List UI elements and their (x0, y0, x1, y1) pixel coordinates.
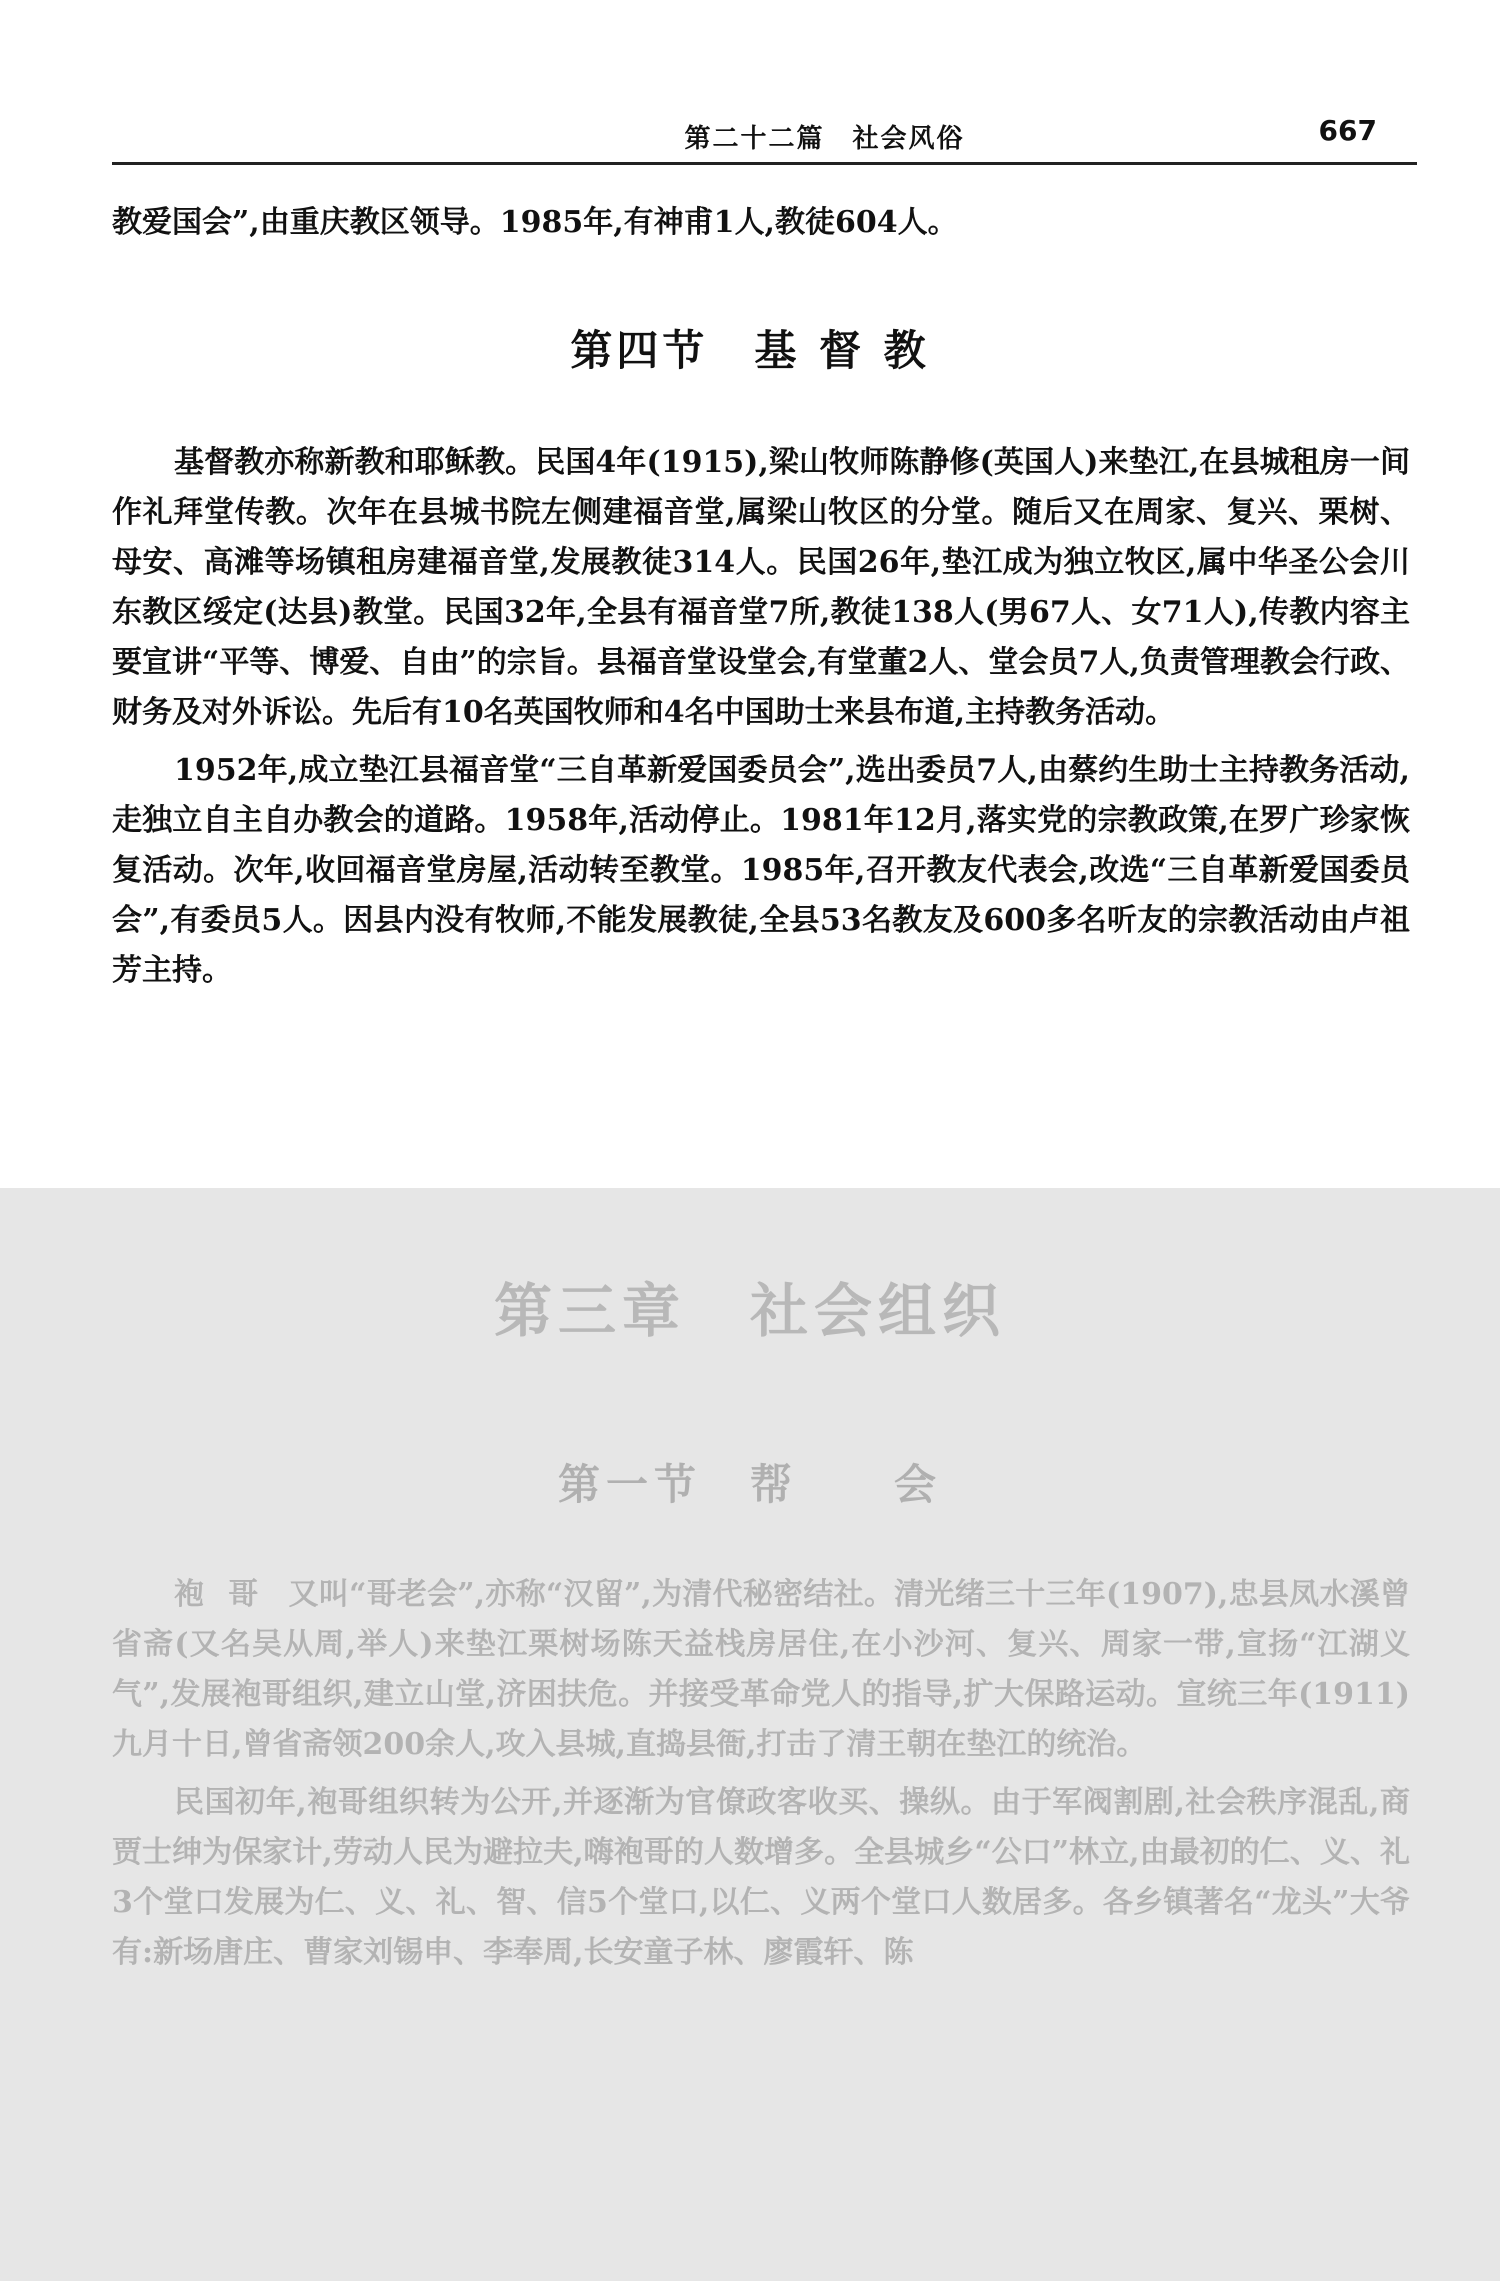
section-4-body (112, 438, 1410, 1004)
section-1-paragraph: 民国初年,袍哥组织转为公开,并逐渐为官僚政客收买、操纵。由于军阀割剧,社会秩序混乱,商贾士绅为保家计,劳动人民为避拉夫,嗨袍哥的人数增多。全县城乡“公口”林立,由最初的仁、义、礼3个堂口发展为仁、义、礼、智、信5个堂口,以仁、义两个堂口人数居多。各乡镇著名“龙头”大爷有:新场唐庄、曹家刘锡申、李奉周,长安童子林、廖霞轩、陈 (112, 1785, 1410, 1970)
header-section-title: 第二十二篇 社会风俗 (684, 124, 965, 154)
section-4-paragraph: 1952年,成立垫江县福音堂“三自革新爱国委员会”,选出委员7人,由蔡约生助士主持教务活动,走独立自主自办教会的道路。1958年,活动停止。1981年12月,落实党的宗教政策,在罗广珍家恢复活动。次年,收回福音堂房屋,活动转至教堂。1985年,召开教友代表会,改选“三自革新爱国委员会”,有委员5人。因县内没有牧师,不能发展教徒,全县53名教友及600多名听友的宗教活动由卢祖芳主持。 (112, 753, 1410, 988)
lead-term: 袍哥 (174, 1577, 283, 1612)
section-4-paragraph: 基督教亦称新教和耶稣教。民国4年(1915),梁山牧师陈静修(英国人)来垫江,在县城租房一间作礼拜堂传教。次年在县城书院左侧建福音堂,属梁山牧区的分堂。随后又在周家、复兴、栗树、母安、高滩等场镇租房建福音堂,发展教徒314人。民国26年,垫江成为独立牧区,属中华圣公会川东教区绥定(达县)教堂。民国32年,全县有福音堂7所,教徒138人(男67人、女71人),传教内容主要宣讲“平等、博爱、自由”的宗旨。县福音堂设堂会,有堂董2人、堂会员7人,负责管理教会行政、财务及对外诉讼。先后有10名英国牧师和4名中国助士来县布道,主持教务活动。 (112, 445, 1410, 730)
chapter-3-heading: 第三章 社会组织 (493, 1277, 1006, 1345)
section-1-body (112, 1570, 1410, 1986)
section-1-heading: 第一节 帮 会 (557, 1460, 942, 1509)
section-1-paragraph (112, 1570, 1410, 1770)
page-bottom-section (0, 1188, 1500, 2281)
section-1-paragraph-text: 又叫“哥老会”,亦称“汉留”,为清代秘密结社。清光绪三十三年(1907),忠县凤水溪曾省斋(又名吴从周,举人)来垫江栗树场陈天益栈房居住,在小沙河、复兴、周家一带,宣扬“江湖义气”,发展袍哥组织,建立山堂,济困扶危。并接受革命党人的指导,扩大保路运动。宣统三年(1911)九月十日,曾省斋领200余人,攻入县城,直捣县衙,打击了清王朝在垫江的统治。 (112, 1577, 1410, 1762)
carryover-paragraph: 教爱国会”,由重庆教区领导。1985年,有神甫1人,教徒604人。 (112, 205, 958, 240)
section-4-heading: 第四节 基 督 教 (570, 326, 930, 375)
page-number: 667 (1318, 114, 1377, 147)
running-header (112, 110, 1417, 165)
